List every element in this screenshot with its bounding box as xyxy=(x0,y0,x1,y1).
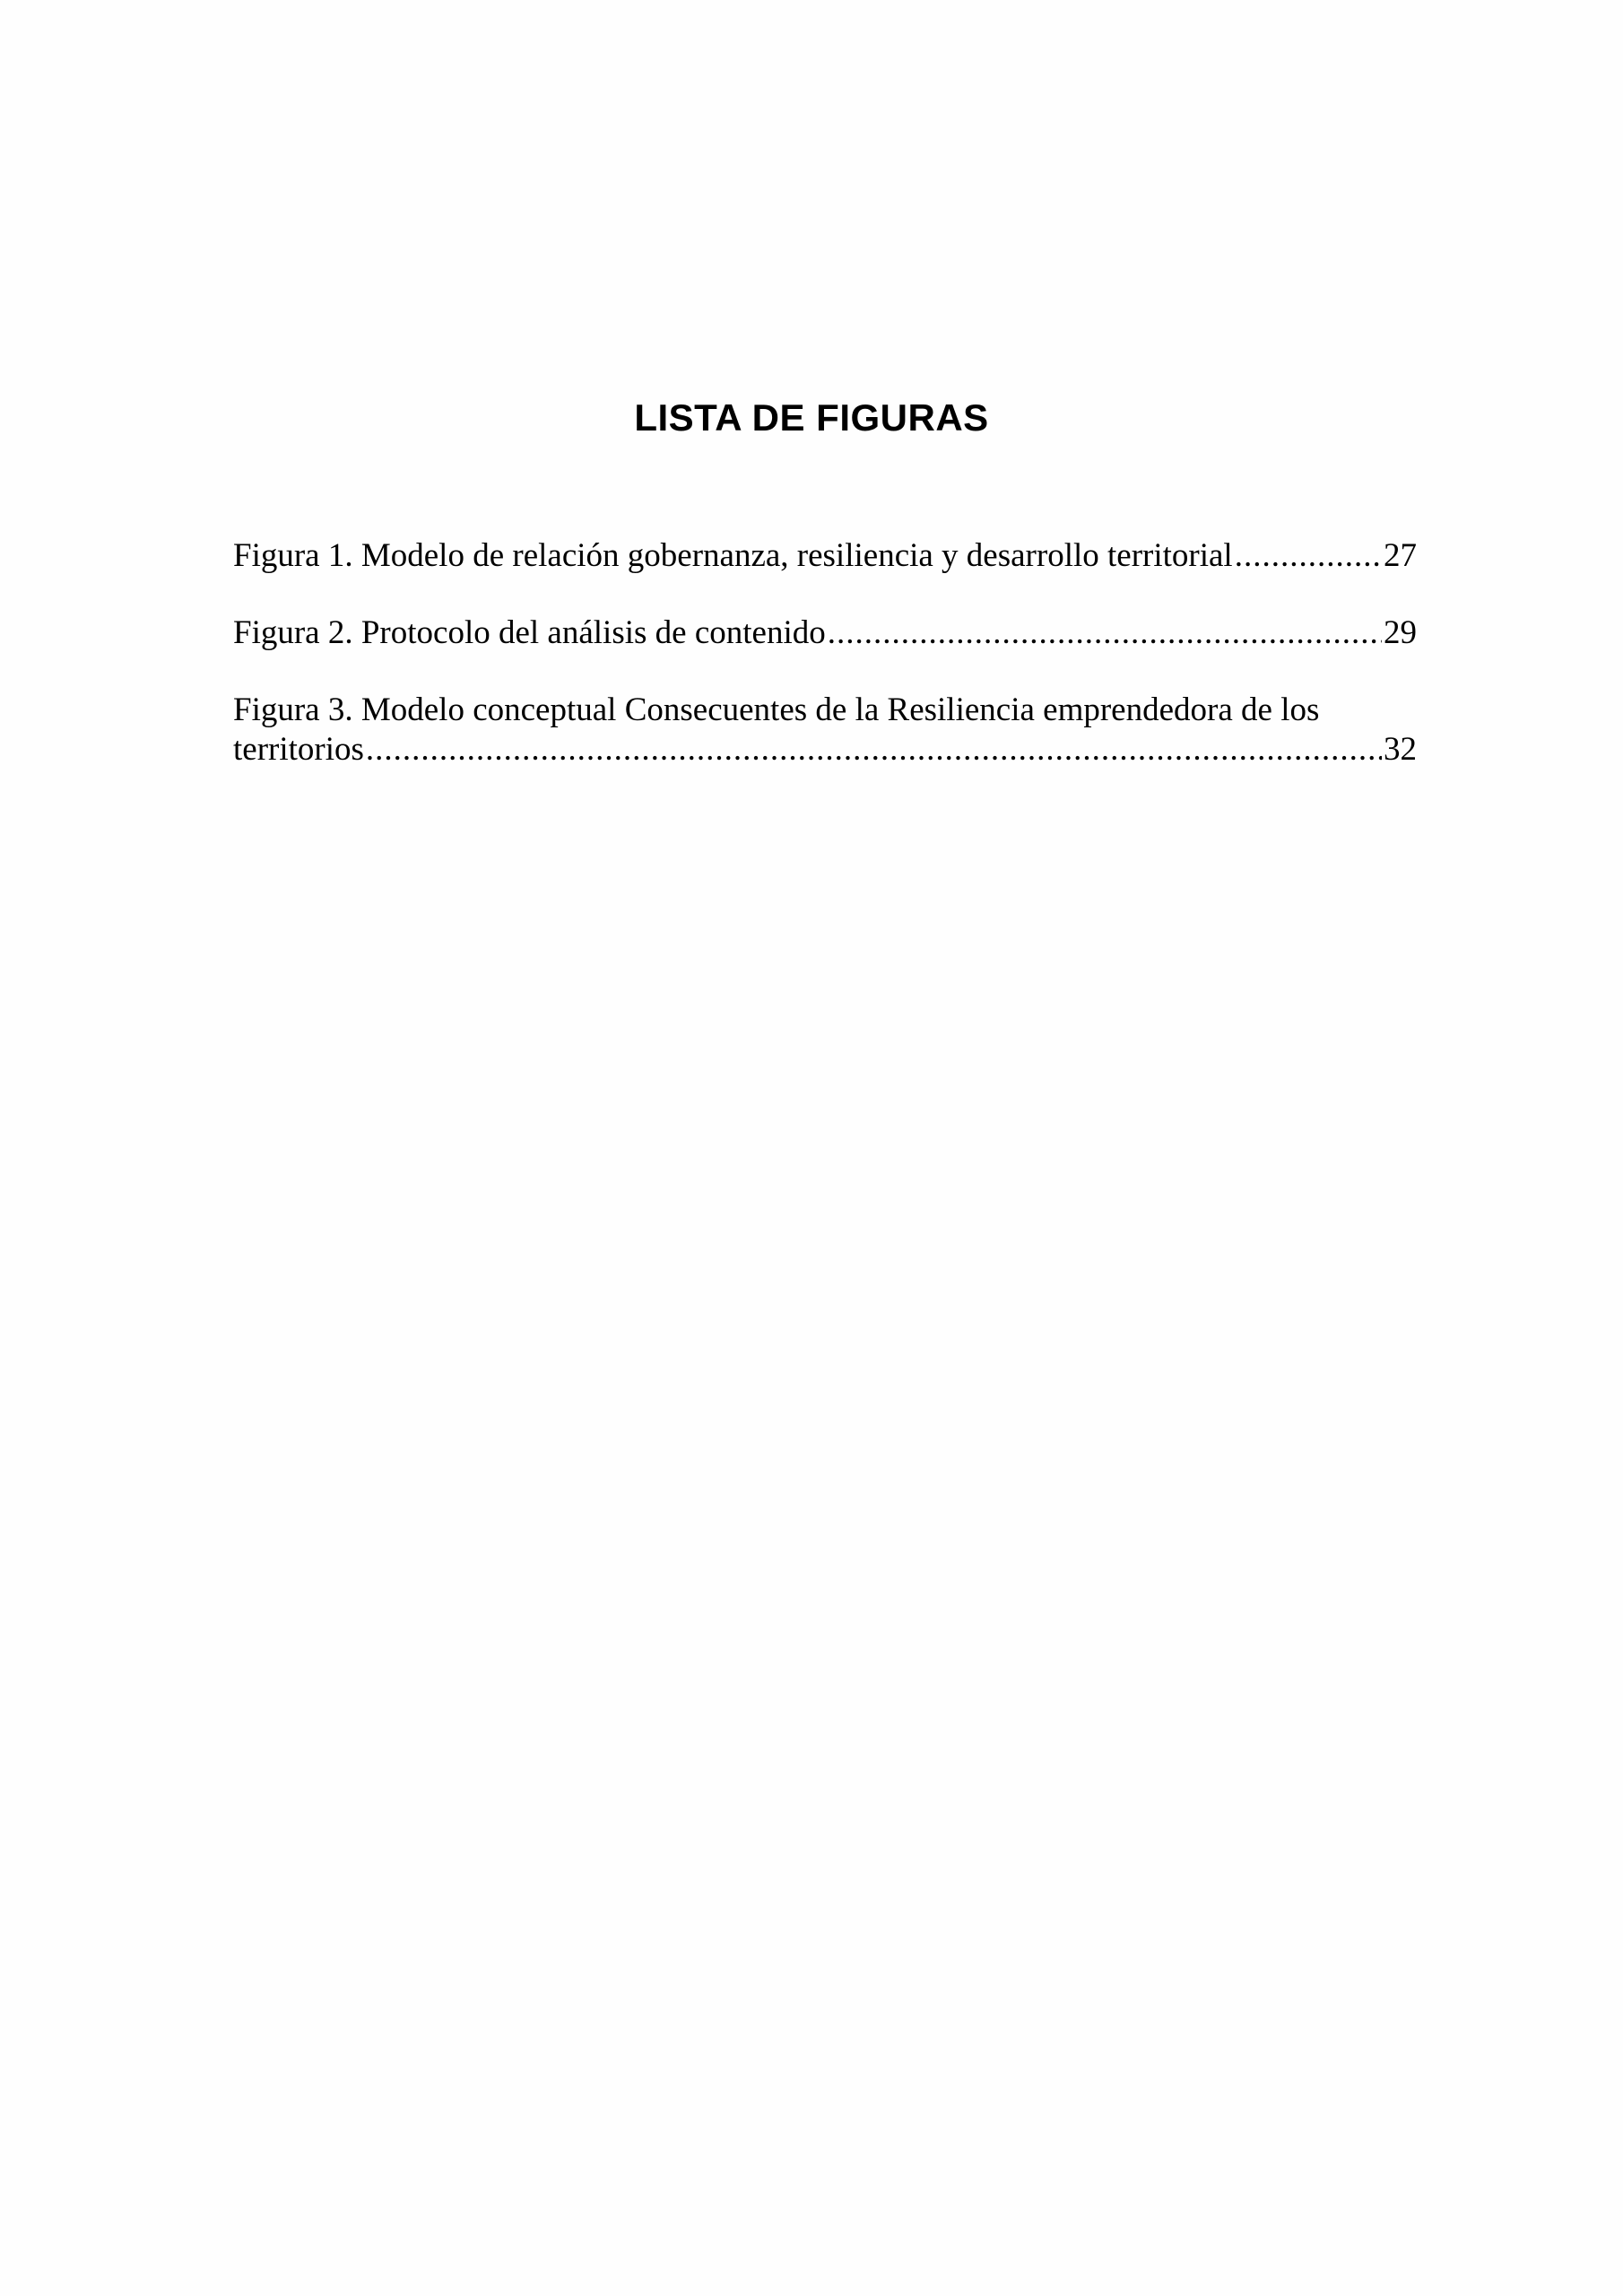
list-item-figure-3[interactable] xyxy=(233,691,1417,770)
figure-list xyxy=(233,536,1417,807)
list-item-figure-2[interactable] xyxy=(233,613,1417,653)
page-number: 29 xyxy=(1384,614,1417,651)
dot-leader xyxy=(1235,536,1382,576)
entry-text-line-2: territorios xyxy=(233,731,364,768)
dot-leader xyxy=(366,730,1382,770)
page-title: LISTA DE FIGURAS xyxy=(634,396,989,439)
entry-text: Figura 1. Modelo de relación gobernanza, resiliencia y desarrollo territorial xyxy=(233,537,1233,574)
page-number: 32 xyxy=(1384,731,1417,768)
page-number: 27 xyxy=(1384,537,1417,574)
entry-text-line-1: Figura 3. Modelo conceptual Consecuentes de la Resiliencia emprendedora de los xyxy=(233,691,1320,728)
list-item-figure-1[interactable] xyxy=(233,536,1417,576)
dot-leader xyxy=(828,613,1382,653)
entry-text: Figura 2. Protocolo del análisis de contenido xyxy=(233,614,826,651)
